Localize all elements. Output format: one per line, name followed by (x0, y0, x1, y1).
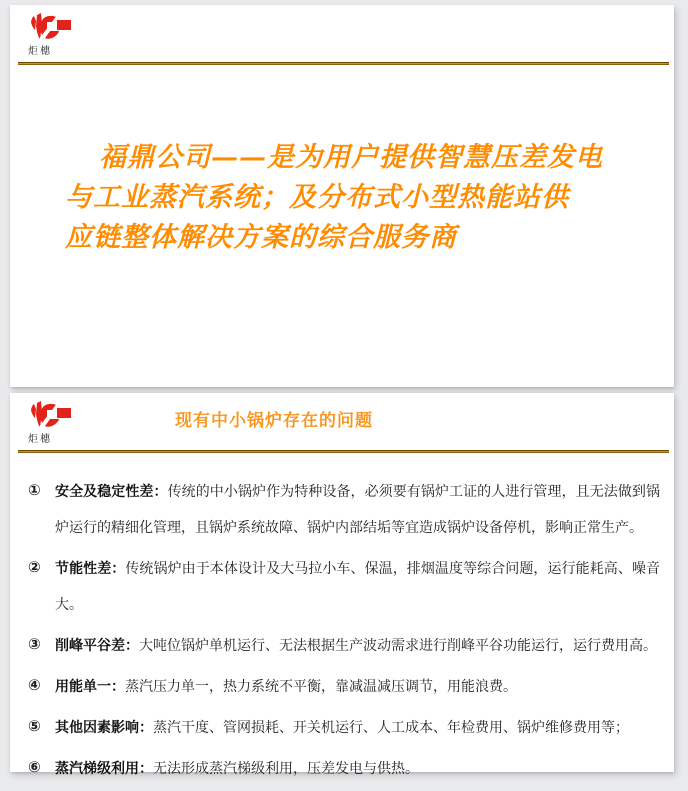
brand-logo-text: 炬橞 (28, 46, 52, 57)
item-number: ④ (28, 677, 41, 694)
slide1-headline (65, 138, 643, 258)
slide-1 (10, 5, 674, 387)
item-body: 传统锅炉由于本体设计及大马拉小车、保温，排烟温度等综合问题，运行能耗高、噪音大。 (55, 560, 660, 612)
headline-line-2: 与工业蒸汽系统；及分布式小型热能站供 (65, 182, 569, 213)
header-gold-divider (18, 450, 669, 453)
flame-torch-logo-icon (28, 400, 80, 434)
item-lead: 安全及稳定性差： (55, 483, 168, 499)
item-lead: 削峰平谷差： (55, 637, 139, 653)
list-item (28, 709, 660, 745)
item-body: 无法形成蒸汽梯级利用，压差发电与供热。 (153, 760, 419, 776)
slide2-title: 现有中小锅炉存在的问题 (175, 411, 373, 430)
list-item (28, 473, 660, 545)
item-number: ② (28, 559, 41, 576)
item-lead: 用能单一： (55, 678, 125, 694)
list-item (28, 750, 660, 786)
item-number: ⑥ (28, 759, 41, 776)
item-body: 蒸汽压力单一，热力系统不平衡，靠减温减压调节，用能浪费。 (125, 678, 517, 694)
headline-line-3: 应链整体解决方案的综合服务商 (65, 222, 457, 253)
item-lead: 节能性差： (55, 560, 126, 576)
brand-logo (28, 12, 80, 57)
list-item (28, 668, 660, 704)
item-lead: 蒸汽梯级利用： (55, 760, 153, 776)
item-number: ① (28, 482, 41, 499)
list-item (28, 627, 660, 663)
item-body: 蒸汽干度、管网损耗、开关机运行、人工成本、年检费用、锅炉维修费用等； (153, 719, 629, 735)
item-lead: 其他因素影响： (55, 719, 153, 735)
item-number: ⑤ (28, 718, 41, 735)
item-body: 大吨位锅炉单机运行、无法根据生产波动需求进行削峰平谷功能运行，运行费用高。 (139, 637, 657, 653)
list-item (28, 550, 660, 622)
headline-line-1: 福鼎公司——是为用户提供智慧压差发电 (99, 142, 603, 173)
brand-logo-text: 炬橞 (28, 434, 52, 445)
header-gold-divider (18, 62, 669, 65)
brand-logo (28, 400, 80, 445)
flame-torch-logo-icon (28, 12, 80, 46)
item-number: ③ (28, 636, 41, 653)
problem-list (28, 473, 660, 791)
item-body: 传统的中小锅炉作为特种设备，必须要有锅炉工证的人进行管理，且无法做到锅炉运行的精细化管理，且锅炉系统故障、锅炉内部结垢等宜造成锅炉设备停机，影响正常生产。 (55, 483, 661, 535)
slide-2 (10, 393, 674, 776)
